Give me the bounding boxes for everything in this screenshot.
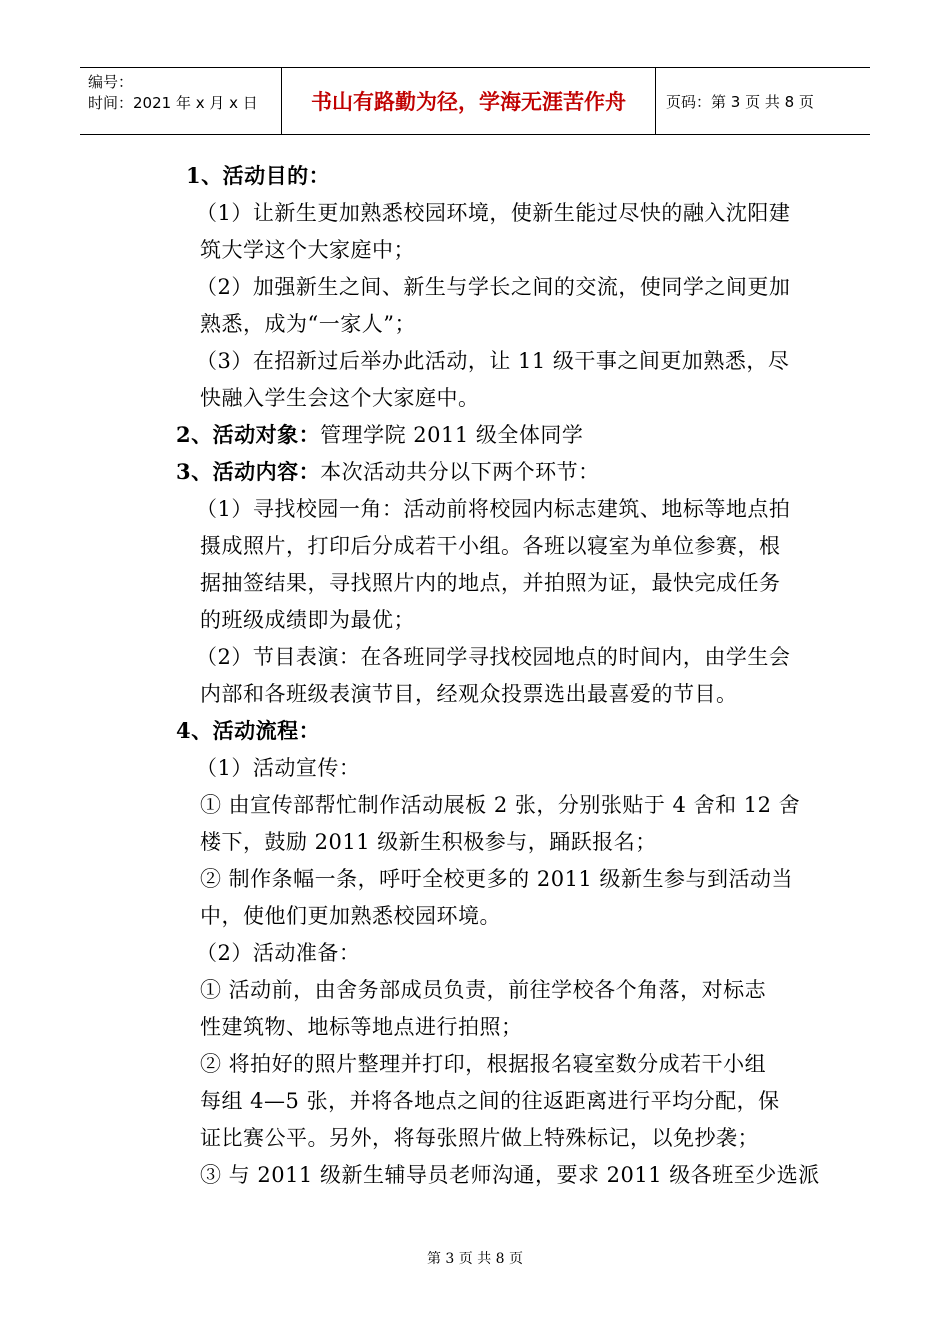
paragraph-line: ③ 与 2011 级新生辅导员老师沟通，要求 2011 级各班至少选派 [200, 1163, 820, 1187]
section-heading-1: 1、活动目的： [186, 163, 331, 188]
paragraph-line: （2）活动准备： [196, 941, 361, 965]
paragraph-line: ① 活动前，由舍务部成员负责，前往学校各个角落，对标志 [200, 978, 767, 1002]
paragraph-line: 熟悉，成为“一家人”； [200, 312, 416, 336]
header-motto: 书山有路勤为径，学海无涯苦作舟 [282, 68, 656, 134]
paragraph-line: 性建筑物、地标等地点进行拍照； [200, 1015, 523, 1039]
section-2-line [176, 419, 583, 449]
paragraph-line: 中，使他们更加熟悉校园环境。 [200, 904, 501, 928]
page-footer: 第 3 页 共 8 页 [426, 1251, 524, 1267]
paragraph-line: ② 将拍好的照片整理并打印，根据报名寝室数分成若干小组 [200, 1052, 767, 1076]
paragraph-line: （1）让新生更加熟悉校园环境，使新生能过尽快的融入沈阳建 [196, 201, 791, 225]
section-2-text: 管理学院 2011 级全体同学 [320, 423, 584, 447]
paragraph-line: 的班级成绩即为最优； [200, 608, 415, 632]
section-3-text: 本次活动共分以下两个环节： [320, 460, 600, 484]
section-heading-3: 3、活动内容： [176, 459, 321, 484]
paragraph-line: （2）节目表演：在各班同学寻找校园地点的时间内，由学生会 [196, 645, 791, 669]
section-heading-2: 2、活动对象： [176, 422, 321, 447]
paragraph-line: ② 制作条幅一条，呼吁全校更多的 2011 级新生参与到活动当 [200, 867, 793, 891]
page-header [80, 67, 870, 135]
time-label: 时间：2021 年 x 月 x 日 [88, 94, 258, 112]
paragraph-line: ① 由宣传部帮忙制作活动展板 2 张，分别张贴于 4 舍和 12 舍 [200, 793, 801, 817]
paragraph-line: （3）在招新过后举办此活动，让 11 级干事之间更加熟悉，尽 [196, 349, 790, 373]
paragraph-line: 证比赛公平。另外，将每张照片做上特殊标记，以免抄袭； [200, 1126, 759, 1150]
paragraph-line: 楼下，鼓励 2011 级新生积极参与，踊跃报名； [200, 830, 657, 854]
section-heading-4: 4、活动流程： [176, 718, 321, 743]
section-3-line [176, 456, 600, 486]
header-meta [80, 68, 282, 134]
paragraph-line: （1）寻找校园一角：活动前将校园内标志建筑、地标等地点拍 [196, 497, 791, 521]
paragraph-line: （2）加强新生之间、新生与学长之间的交流，使同学之间更加 [196, 275, 791, 299]
paragraph-line: 每组 4—5 张，并将各地点之间的往返距离进行平均分配，保 [200, 1089, 780, 1113]
number-label: 编号： [88, 73, 134, 91]
paragraph-line: （1）活动宣传： [196, 756, 361, 780]
header-page-code: 页码：第 3 页 共 8 页 [666, 92, 814, 111]
paragraph-line: 据抽签结果，寻找照片内的地点，并拍照为证，最快完成任务 [200, 571, 781, 595]
paragraph-line: 快融入学生会这个大家庭中。 [200, 386, 480, 410]
paragraph-line: 筑大学这个大家庭中； [200, 238, 415, 262]
paragraph-line: 摄成照片，打印后分成若干小组。各班以寝室为单位参赛，根 [200, 534, 781, 558]
paragraph-line: 内部和各班级表演节目，经观众投票选出最喜爱的节目。 [200, 682, 738, 706]
